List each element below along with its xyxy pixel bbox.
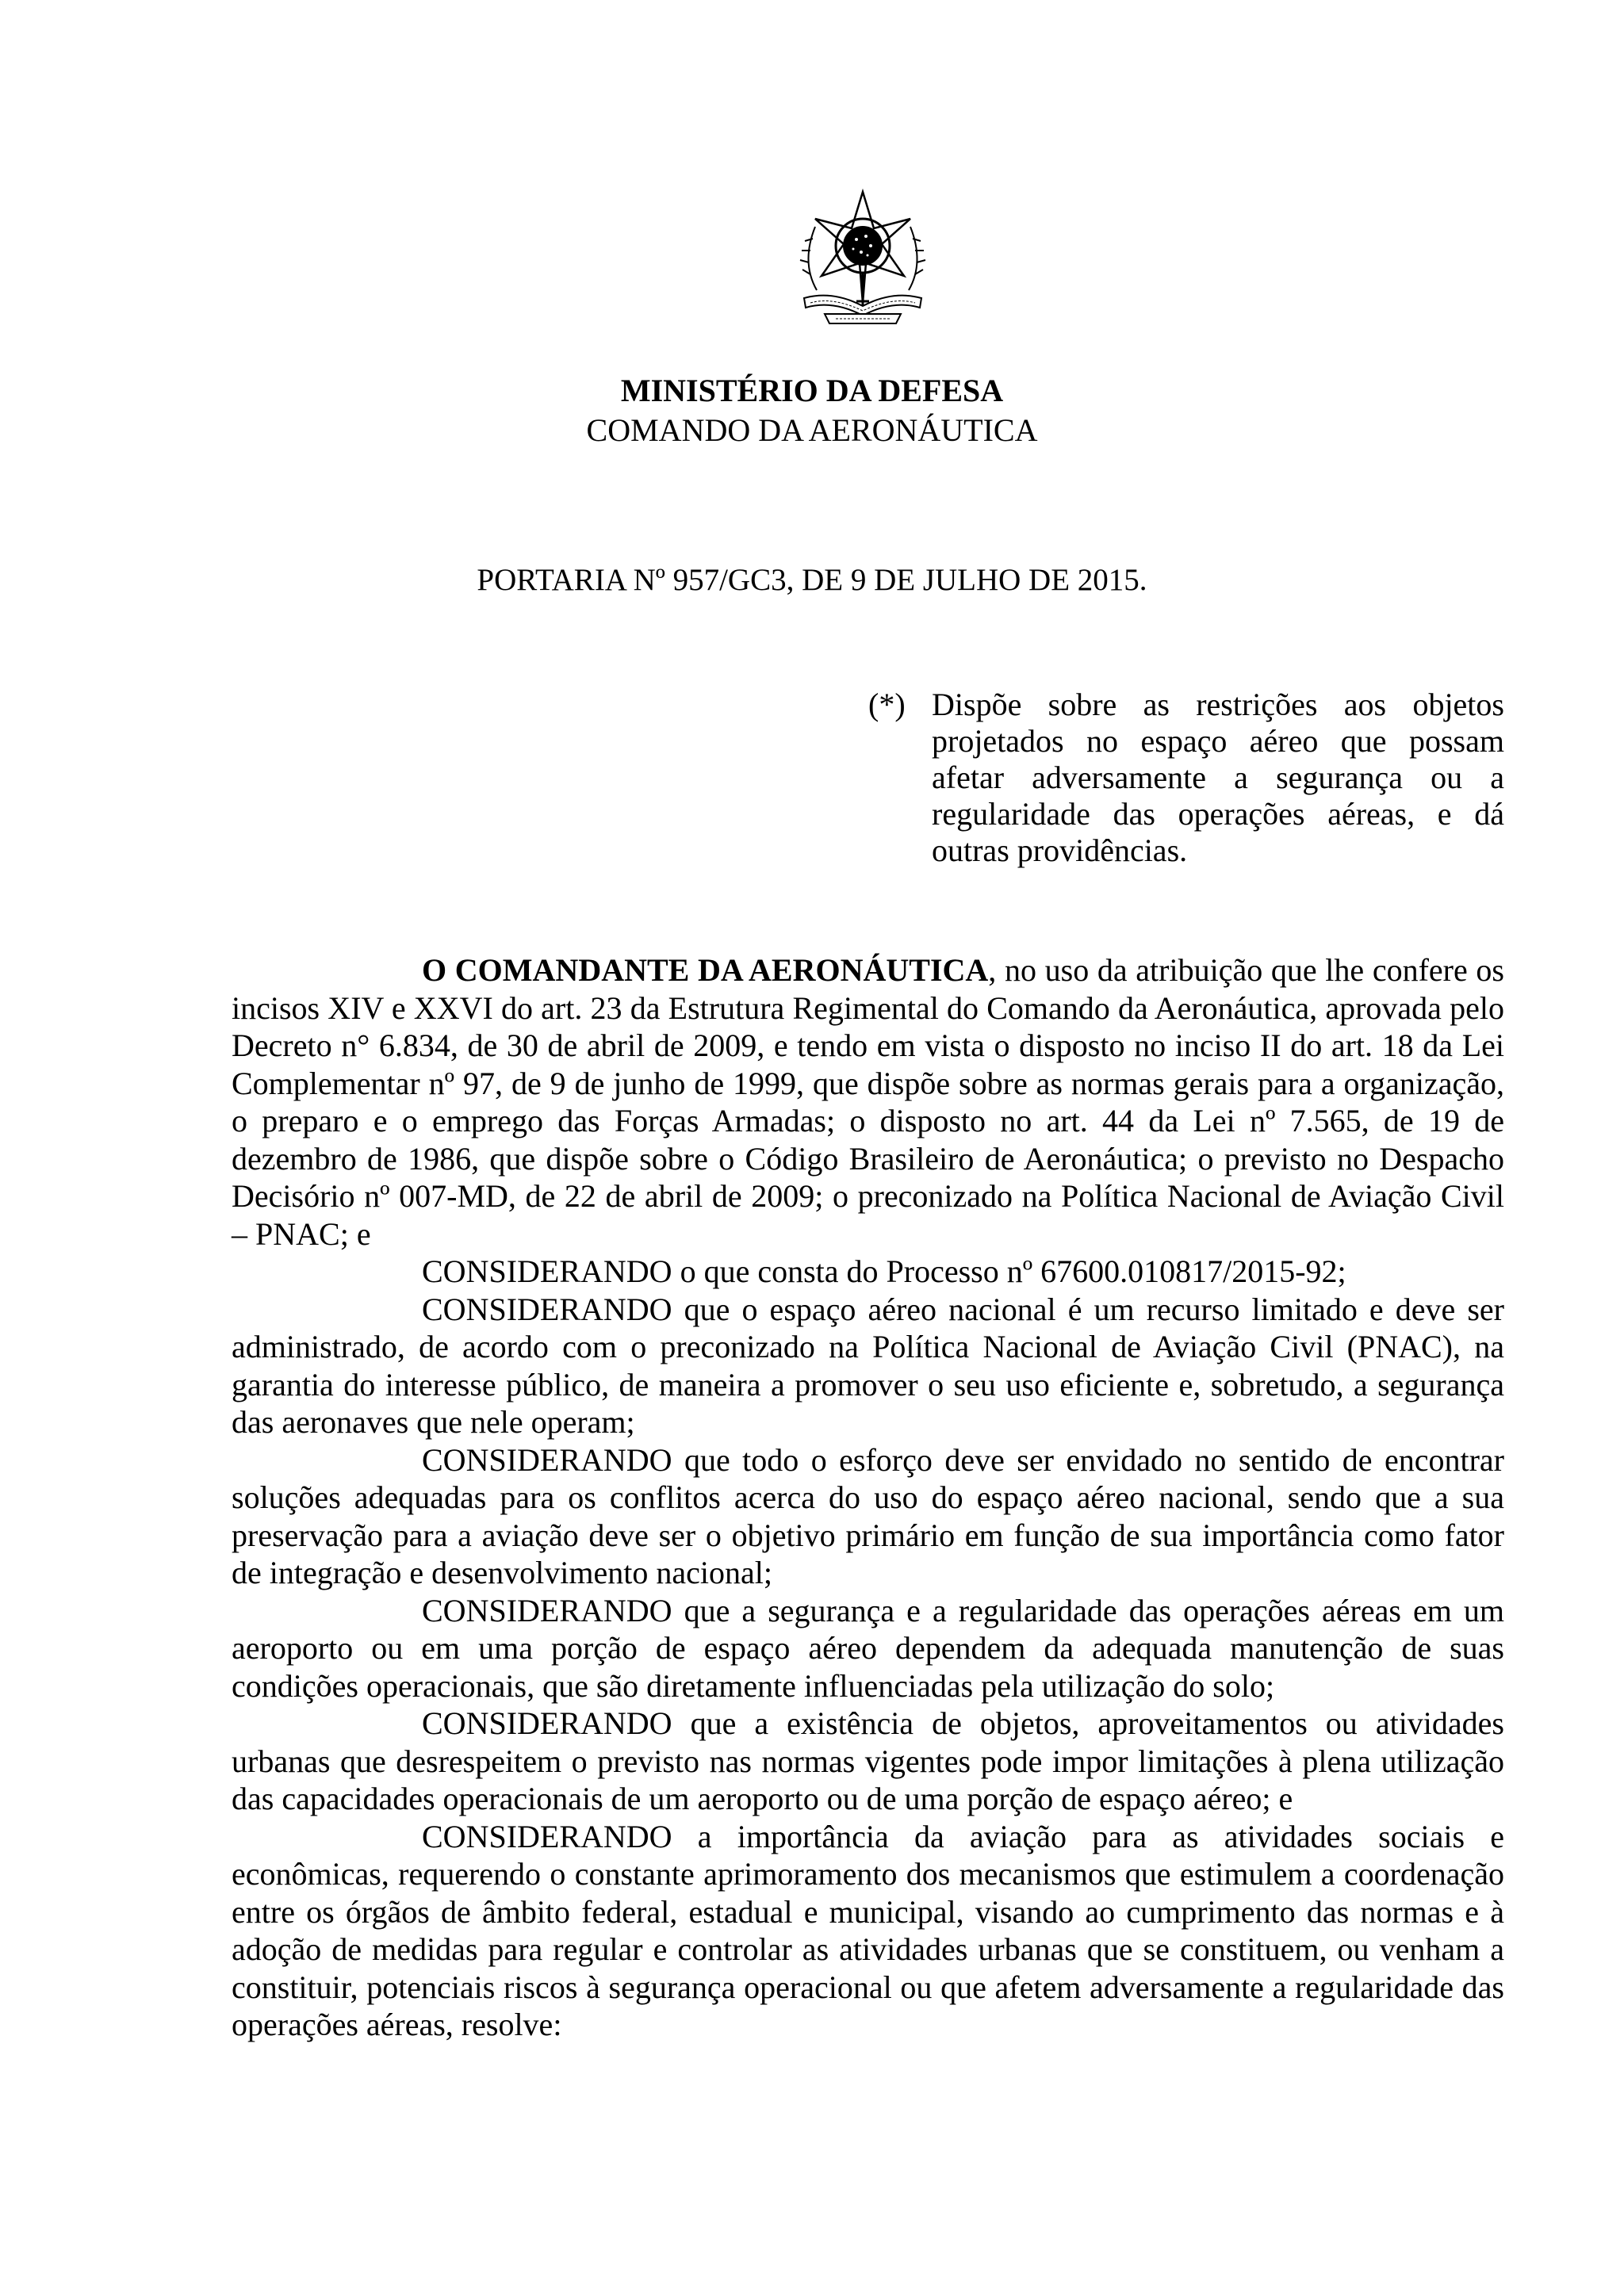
considerando-paragraph: CONSIDERANDO que a segurança e a regularidade das operações aéreas em um aeroporto ou em uma porção de espaço aéreo dependem da adequada manutenção de suas condições operacionais, que são diretamente influenciadas pela utilização do solo; — [232, 1592, 1504, 1704]
preamble-bold-lead: O COMANDANTE DA AERONÁUTICA — [422, 952, 989, 988]
ementa-asterisk-mark: (*) — [868, 687, 906, 722]
coat-of-arms-seal — [793, 187, 933, 327]
considerando-paragraph: CONSIDERANDO que a existência de objetos, aproveitamentos ou atividades urbanas que desrespeitem o previsto nas normas vigentes pode impor limitações à plena utilização das capacidades operacionais de um aeroporto ou de uma porção de espaço aéreo; e — [232, 1705, 1504, 1816]
considerando-paragraph: CONSIDERANDO a importância da aviação para as atividades sociais e econômicas, requerendo o constante aprimoramento dos mecanismos que estimulem a coordenação entre os órgãos de âmbito federal, estadual e municipal, visando ao cumprimento das normas e à adoção de medidas para regular e controlar as atividades urbanas que se constituem, ou venham a constituir, potenciais riscos à segurança operacional ou que afetem adversamente a regularidade das operações aéreas, resolve: — [232, 1818, 1504, 2042]
body-text — [232, 951, 1504, 2044]
considerando-paragraph: CONSIDERANDO que o espaço aéreo nacional é um recurso limitado e deve ser administrado, de acordo com o preconizado na Política Nacional de Aviação Civil (PNAC), na garantia do interesse público, de maneira a promover o seu uso eficiente e, sobretudo, a segurança das aeronaves que nele operam; — [232, 1291, 1504, 1440]
preamble-paragraph — [232, 951, 1504, 1253]
portaria-title: PORTARIA Nº 957/GC3, DE 9 DE JULHO DE 2015. — [477, 563, 1147, 597]
ementa-text: Dispõe sobre as restrições aos objetos projetados no espaço aéreo que possam afetar adversamente a segurança ou a regularidade das operações aéreas, e dá outras providências. — [932, 687, 1504, 868]
ementa-block — [868, 687, 1504, 869]
header-block — [0, 371, 1624, 450]
ministry-heading: MINISTÉRIO DA DEFESA — [620, 373, 1004, 408]
preamble-text: , no uso da atribuição que lhe confere os incisos XIV e XXVI do art. 23 da Estrutura Regimental do Comando da Aeronáutica, aprovada pelo Decreto n° 6.834, de 30 de abril de 2009, e tendo em vista o disposto no inciso II do art. 18 da Lei Complementar nº 97, de 9 de junho de 1999, que dispõe sobre as normas gerais para a organização, o preparo e o emprego das Forças Armadas; o disposto no art. 44 da Lei nº 7.565, de 19 de dezembro de 1986, que dispõe sobre o Código Brasileiro de Aeronáutica; o previsto no Despacho Decisório nº 007-MD, de 22 de abril de 2009; o preconizado na Política Nacional de Aviação Civil – PNAC; e — [232, 952, 1504, 1252]
considerando-paragraph: CONSIDERANDO que todo o esforço deve ser envidado no sentido de encontrar soluções adequadas para os conflitos acerca do uso do espaço aéreo nacional, sendo que a sua preservação para a aviação deve ser o objetivo primário em função de sua importância como fator de integração e desenvolvimento nacional; — [232, 1441, 1504, 1590]
considerando-paragraph: CONSIDERANDO o que consta do Processo nº 67600.010817/2015-92; — [422, 1253, 1346, 1289]
command-heading: COMANDO DA AERONÁUTICA — [586, 412, 1038, 448]
